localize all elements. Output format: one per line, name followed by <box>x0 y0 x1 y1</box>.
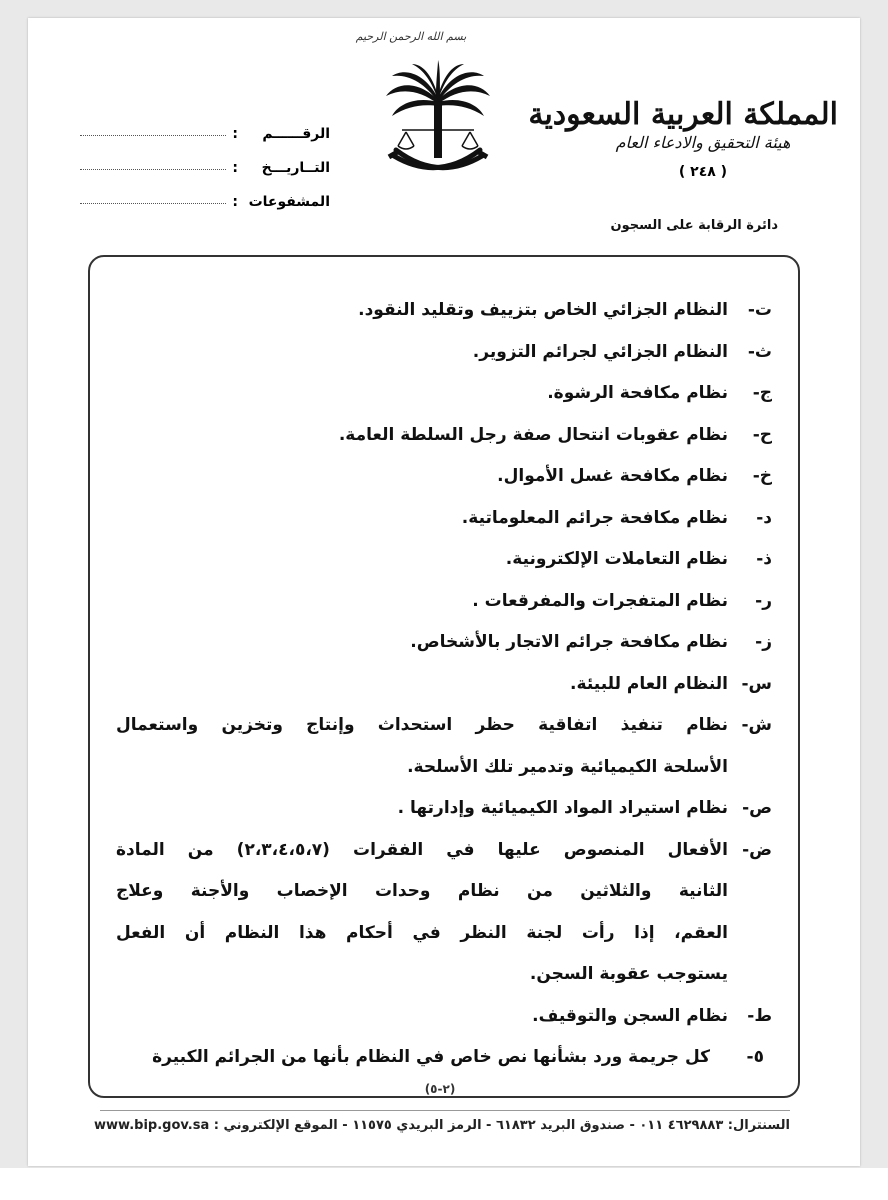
item-text-line: النظام الجزائي الخاص بتزييف وتقليد النقود. <box>358 300 728 320</box>
item-mark: ج- <box>752 383 772 403</box>
number-label: الرقــــــم <box>262 126 330 142</box>
item-text <box>116 498 728 540</box>
list-item <box>116 622 772 664</box>
item-mark: ش- <box>741 715 772 735</box>
item-text-line: العقم، إذا رأت لجنة النظر في أحكام هذا النظام أن الفعل <box>116 922 728 943</box>
number-field: الرقــــــم : <box>80 108 330 142</box>
item-text-line: الثانية والثلاثين من نظام وحدات الإخصاب والأجنة وعلاج <box>116 881 728 901</box>
item-mark: ز- <box>755 632 772 652</box>
list-item <box>116 996 772 1038</box>
list-item <box>116 415 772 457</box>
authority-name: هيئة التحقيق والادعاء العام <box>615 133 791 152</box>
list-item <box>116 581 772 623</box>
item-text-line: الأفعال المنصوص عليها في الفقرات (٢،٣،٤،٥،٧) من المادة <box>116 839 728 860</box>
kingdom-name: المملكة العربية السعودية <box>528 97 838 132</box>
item-text <box>116 664 728 706</box>
item-text: كل جريمة ورد بشأنها نص خاص في النظام بأنها من الجرائم الكبيرة <box>152 1047 710 1067</box>
item-text <box>116 373 728 415</box>
item-text <box>116 705 728 788</box>
item-mark: س- <box>741 673 772 694</box>
regulations-list <box>116 290 772 1079</box>
page-number: (٢-٥) <box>395 1082 485 1096</box>
document-code: ( ٢٤٨ ) <box>678 164 728 180</box>
item-text-line: نظام مكافحة الرشوة. <box>547 383 728 403</box>
footer-contact: السنترال: ٤٦٢٩٨٨٣ ٠١١ - صندوق البريد ٦١٨٣٢ - الرمز البريدي ١١٥٧٥ - الموقع الإلكتروني : <box>213 1118 790 1133</box>
website-link[interactable]: www.bip.gov.sa <box>94 1118 210 1133</box>
list-item <box>116 788 772 830</box>
item-mark: د- <box>756 507 772 528</box>
footer <box>94 1118 790 1133</box>
footer-divider <box>100 1110 790 1111</box>
item-text <box>116 830 728 996</box>
item-mark: ط- <box>747 1005 772 1026</box>
item-text-line: نظام عقوبات انتحال صفة رجل السلطة العامة. <box>338 424 728 445</box>
list-item <box>116 498 772 540</box>
item-text-line: الأسلحة الكيميائية وتدمير تلك الأسلحة. <box>407 756 728 777</box>
item-text <box>116 332 728 374</box>
date-field: التــاريـــخ : <box>80 142 330 176</box>
item-text-line: نظام تنفيذ اتفاقية حظر استحداث وإنتاج وتخزين واستعمال <box>116 715 728 735</box>
item-mark: ص- <box>742 798 772 818</box>
item-text <box>116 290 728 332</box>
item-text-line: نظام المتفجرات والمفرقعات . <box>472 590 728 611</box>
item-text-line: النظام الجزائي لجرائم التزوير. <box>472 341 728 362</box>
list-item <box>116 456 772 498</box>
item-text-line: نظام التعاملات الإلكترونية. <box>505 549 728 569</box>
item-mark: خ- <box>752 466 772 486</box>
item-mark: ح- <box>752 424 772 445</box>
list-item <box>116 373 772 415</box>
date-label: التــاريـــخ <box>261 160 330 176</box>
organization-block <box>528 95 838 180</box>
item-mark: ٥- <box>746 1047 764 1067</box>
list-item <box>116 332 772 374</box>
item-text <box>116 456 728 498</box>
list-item-final <box>116 1037 772 1079</box>
item-mark: ض- <box>742 839 772 860</box>
item-mark: ر- <box>755 590 772 611</box>
item-text <box>116 996 728 1038</box>
item-text-line: نظام مكافحة غسل الأموال. <box>497 466 728 486</box>
item-mark: ت- <box>747 300 772 320</box>
item-text <box>116 581 728 623</box>
list-item <box>116 830 772 996</box>
item-text <box>116 539 728 581</box>
attachments-label: المشفوعات <box>248 194 330 210</box>
item-text <box>116 622 728 664</box>
item-text-line: نظام استيراد المواد الكيميائية وإدارتها . <box>397 798 728 818</box>
department-name: دائرة الرقابة على السجون <box>610 218 778 233</box>
item-mark: ذ- <box>756 549 772 569</box>
list-item <box>116 539 772 581</box>
date-dotted-line <box>80 168 226 170</box>
bottom-strip <box>0 1168 888 1200</box>
item-mark: ث- <box>747 341 772 362</box>
list-item <box>116 290 772 332</box>
basmala: بسم الله الرحمن الرحيم <box>355 30 467 43</box>
item-text-line: النظام العام للبيئة. <box>570 673 728 694</box>
list-item <box>116 705 772 788</box>
saudi-emblem-icon <box>378 60 498 186</box>
item-text-line: نظام مكافحة جرائم الاتجار بالأشخاص. <box>410 632 728 652</box>
item-text-line: نظام السجن والتوقيف. <box>532 1005 728 1026</box>
item-text-line: نظام مكافحة جرائم المعلوماتية. <box>461 507 728 528</box>
attachments-field: المشفوعات : <box>80 176 330 210</box>
list-item <box>116 664 772 706</box>
item-text <box>116 415 728 457</box>
number-dotted-line <box>80 134 226 136</box>
item-text-line: يستوجب عقوبة السجن. <box>529 964 728 984</box>
attachments-dotted-line <box>80 202 226 204</box>
item-text <box>116 788 728 830</box>
reference-fields <box>80 108 330 210</box>
